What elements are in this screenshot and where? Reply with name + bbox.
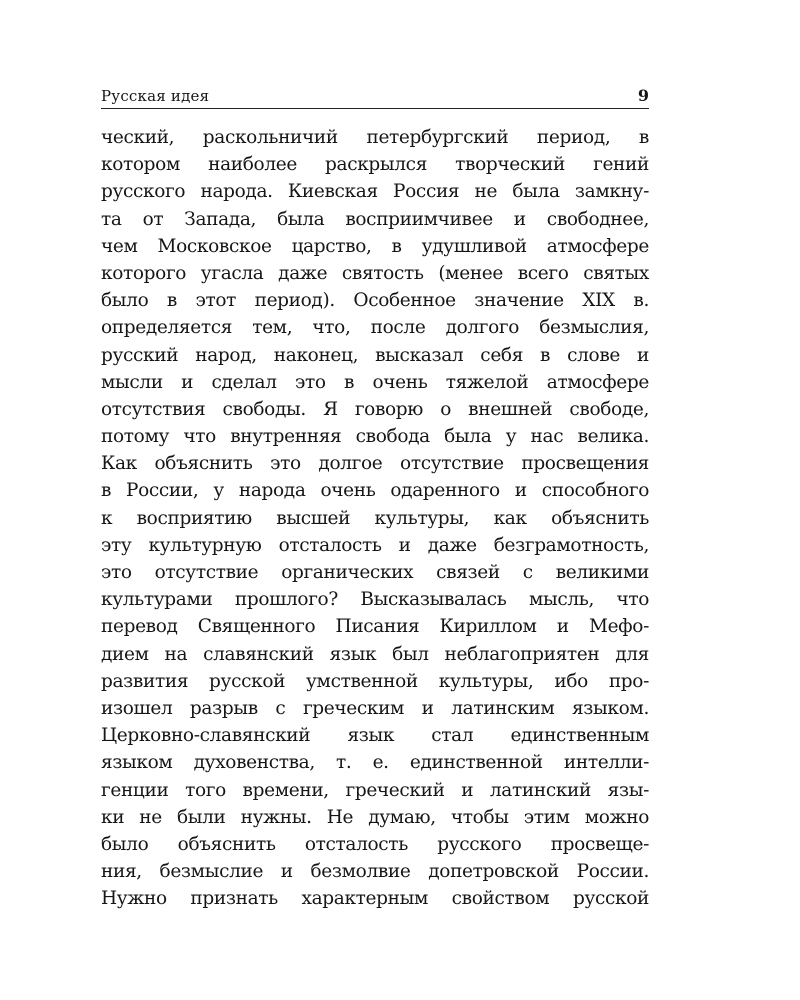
text-line: развития русской умственной культуры, ибо про- <box>101 670 649 692</box>
text-line: та от Запада, была восприимчивее и свободнее, <box>101 208 649 230</box>
text-line: к восприятию высшей культуры, как объяснить <box>101 507 649 529</box>
text-line: потому что внутренняя свобода была у нас велика. <box>101 426 649 448</box>
text-line: дием на славянский язык был неблагоприятен для <box>101 643 649 665</box>
text-line: ния, безмыслие и безмолвие допетровской России. <box>101 861 649 883</box>
text-line: Как объяснить это долгое отсутствие просвещения <box>101 453 649 475</box>
text-line: русского народа. Киевская Россия не была замкну- <box>101 181 649 203</box>
text-line: чем Московское царство, в удушливой атмосфере <box>101 235 649 257</box>
page-number: 9 <box>637 86 649 105</box>
text-line: определяется тем, что, после долгого безмыслия, <box>101 317 649 339</box>
text-line: перевод Священного Писания Кириллом и Мефо- <box>101 616 649 638</box>
running-title: Русская идея <box>101 87 210 105</box>
text-line: мысли и сделал это в очень тяжелой атмосфере <box>101 371 649 393</box>
text-line: русский народ, наконец, высказал себя в слове и <box>101 344 649 366</box>
running-header <box>101 86 649 109</box>
text-line: языком духовенства, т. е. единственной интелли- <box>101 752 649 774</box>
text-line: ки не были нужны. Не думаю, чтобы этим можно <box>101 806 649 828</box>
text-line: генции того времени, греческий и латинский язы- <box>101 779 649 801</box>
body-text <box>101 124 649 912</box>
text-line: Нужно признать характерным свойством русской <box>101 888 649 910</box>
text-line: было объяснить отсталость русского просвеще- <box>101 833 649 855</box>
text-line: культурами прошлого? Высказывалась мысль, что <box>101 589 649 611</box>
text-line: Церковно-славянский язык стал единственным <box>101 725 649 747</box>
text-line: в России, у народа очень одаренного и способного <box>101 480 649 502</box>
text-line: ческий, раскольничий петербургский период, в <box>101 127 649 148</box>
text-line: эту культурную отсталость и даже безграмотность, <box>101 534 649 556</box>
text-line: было в этот период). Особенное значение XIX в. <box>101 290 649 312</box>
text-line: изошел разрыв с греческим и латинским языком. <box>101 697 649 719</box>
text-line: это отсутствие органических связей с великими <box>101 562 649 583</box>
text-line: котором наиболее раскрылся творческий гений <box>101 154 649 176</box>
text-line: которого угасла даже святость (менее всего святых <box>101 262 649 284</box>
text-line: отсутствия свободы. Я говорю о внешней свободе, <box>101 398 649 420</box>
